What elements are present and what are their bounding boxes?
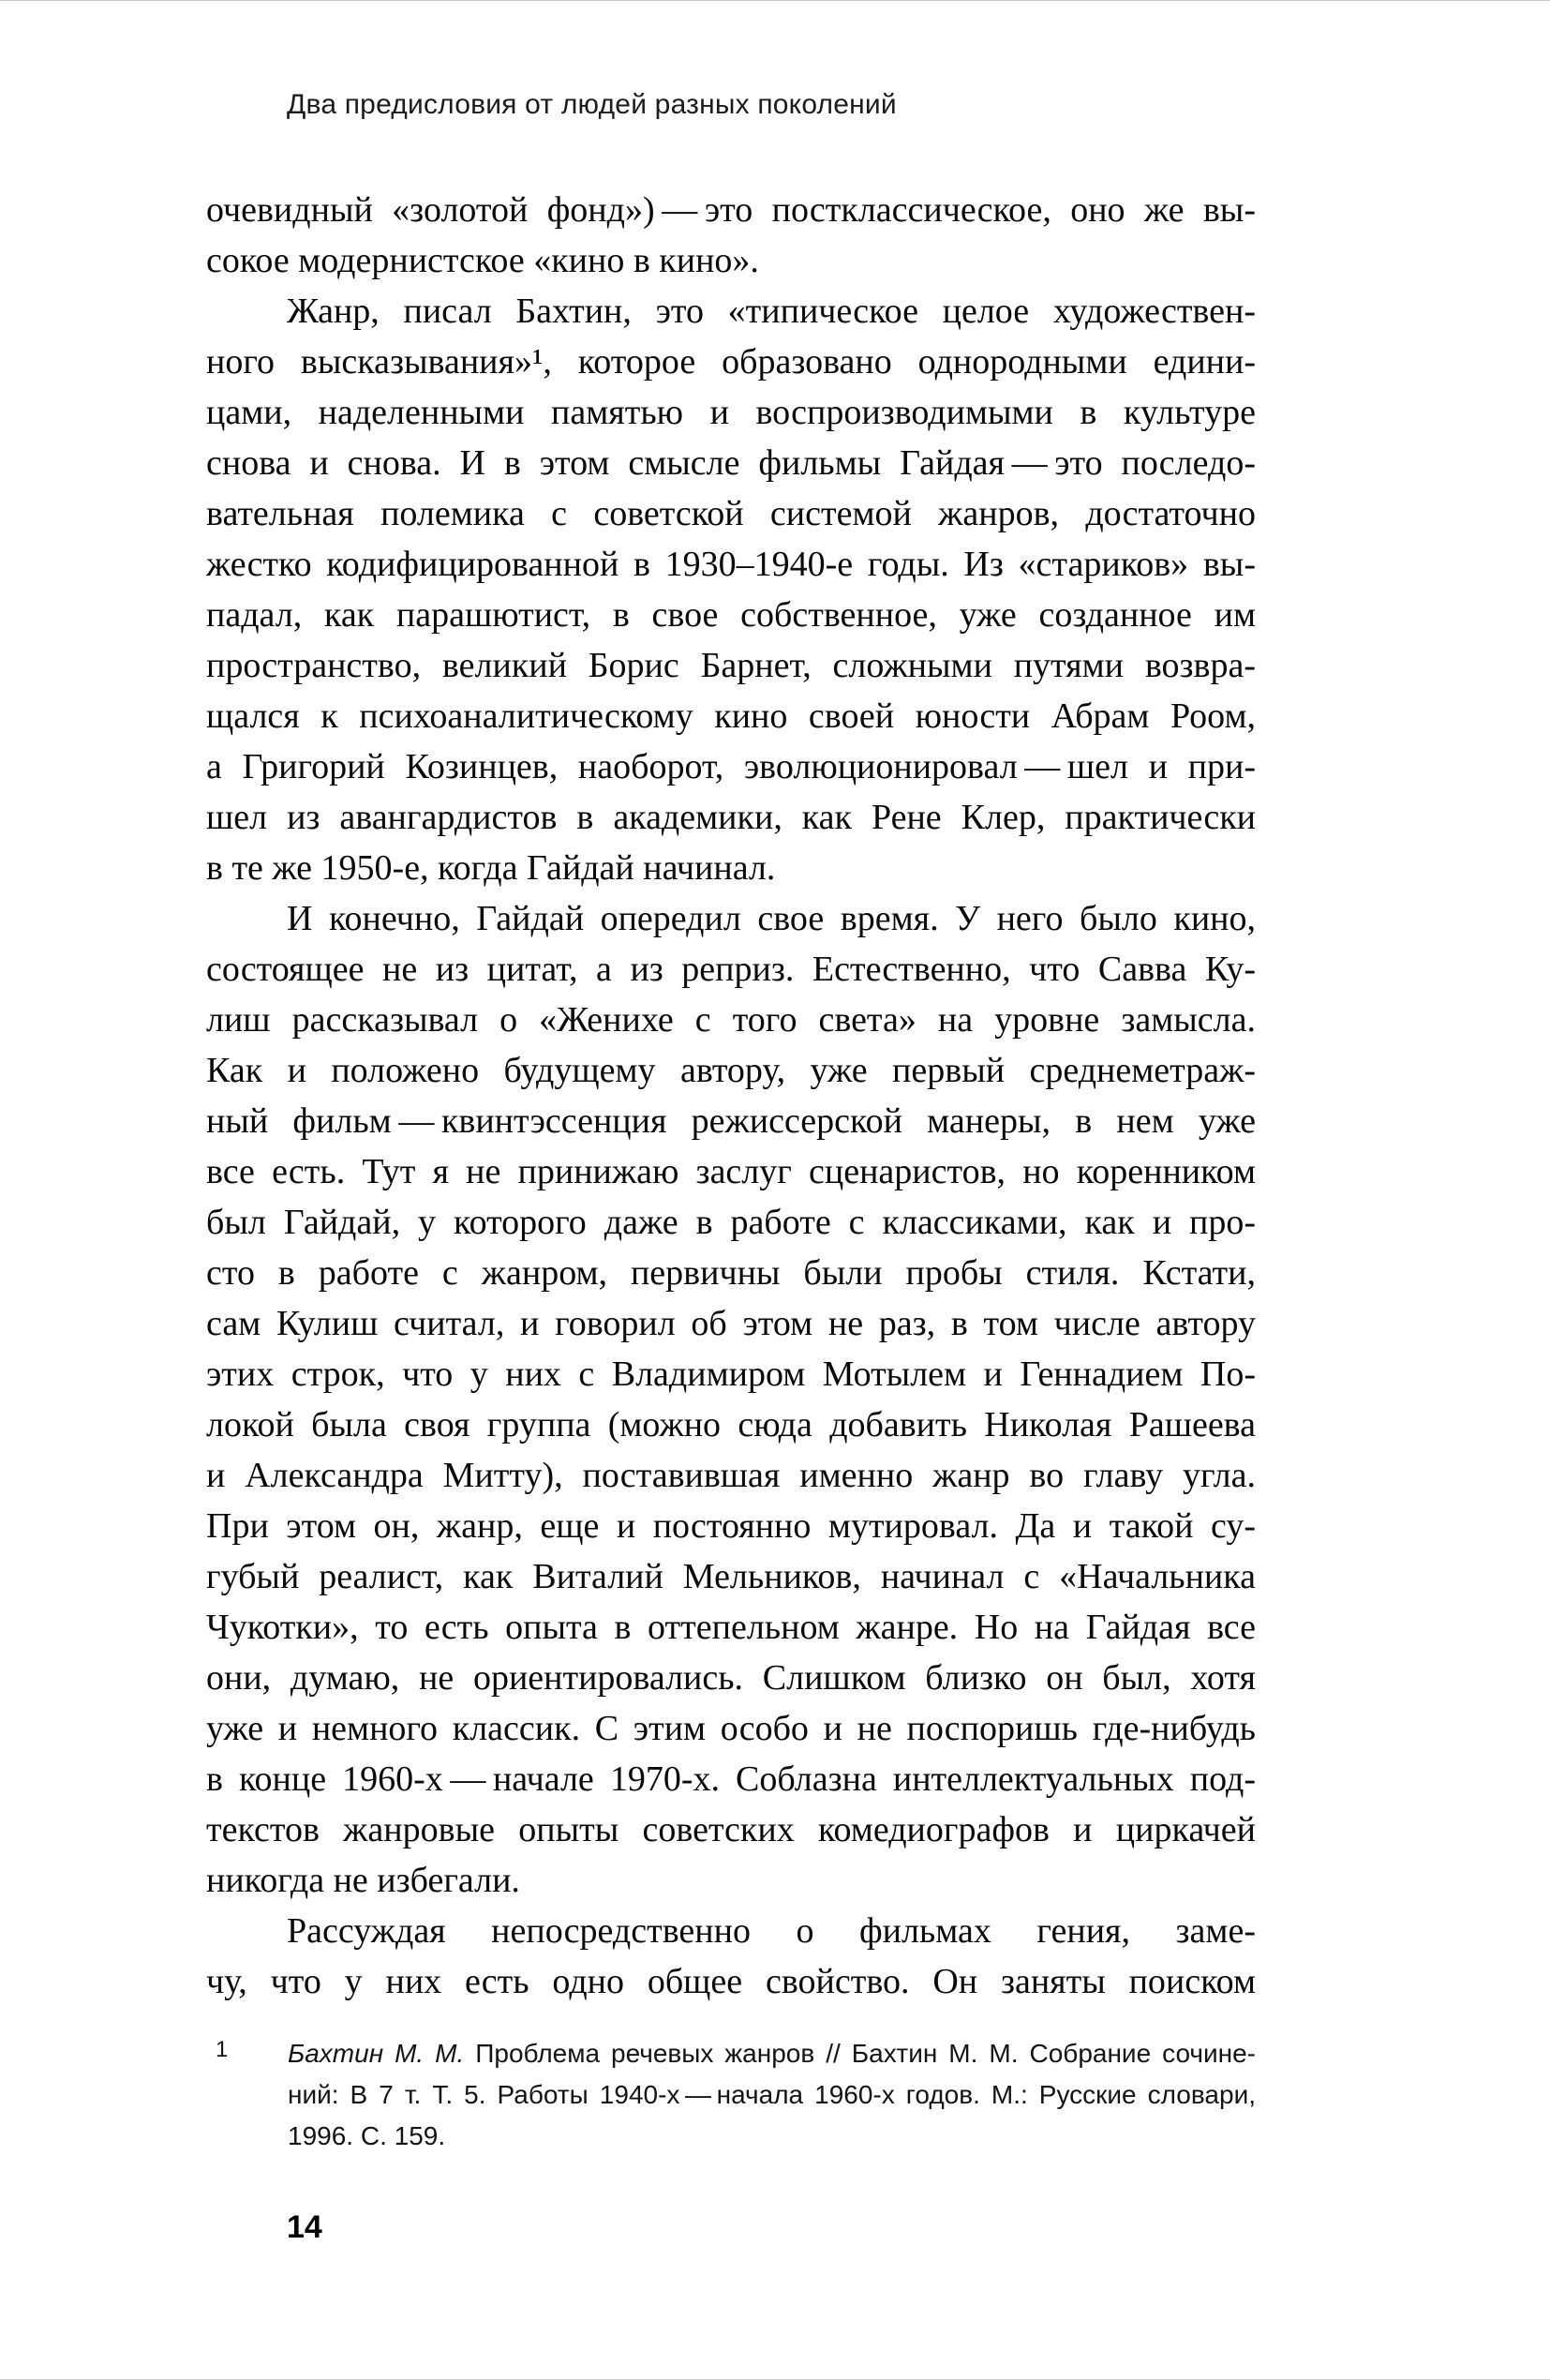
- body-line: И конечно, Гайдай опередил свое время. У него было кино,: [287, 899, 1256, 938]
- body-line: ный фильм — квинтэссенция режиссерской манеры, в нем уже: [206, 1101, 1256, 1141]
- body-line: все есть. Тут я не принижаю заслуг сценаристов, но коренником: [206, 1152, 1256, 1191]
- running-head: Два предисловия от людей разных поколений: [287, 89, 897, 120]
- body-line: вательная полемика с советской системой жанров, достаточно: [206, 494, 1256, 533]
- body-line: очевидный «золотой фонд») — это постклассическое, оно же вы-: [206, 190, 1256, 230]
- body-line: лиш рассказывал о «Женихе с того света» на уровне замысла.: [206, 1000, 1256, 1040]
- body-line: сокое модернистское «кино в кино».: [206, 241, 759, 280]
- body-line: сто в работе с жанром, первичны были пробы стиля. Кстати,: [206, 1253, 1256, 1293]
- body-text: [206, 185, 1256, 2007]
- body-line: в те же 1950-е, когда Гайдай начинал.: [206, 848, 776, 888]
- body-line: ного высказывания»¹, которое образовано однородными едини-: [206, 342, 1256, 382]
- body-line: а Григорий Козинцев, наоборот, эволюционировал — шел и при-: [206, 747, 1256, 786]
- body-line: Рассуждая непосредственно о фильмах гения, заме-: [287, 1911, 1256, 1951]
- page-number: 14: [287, 2209, 322, 2245]
- body-line: снова и снова. И в этом смысле фильмы Гайдая — это последо-: [206, 443, 1256, 483]
- body-line: был Гайдай, у которого даже в работе с классиками, как и про-: [206, 1203, 1256, 1242]
- footnote-marker: 1: [216, 2037, 229, 2062]
- footnote: [206, 2033, 1256, 2157]
- body-line: губый реалист, как Виталий Мельников, начинал с «Начальника: [206, 1557, 1256, 1596]
- body-line: Жанр, писал Бахтин, это «типическое целое художествен-: [287, 292, 1256, 331]
- body-line: пространство, великий Борис Барнет, сложными путями возвра-: [206, 646, 1256, 685]
- body-line: локой была своя группа (можно сюда добавить Николая Рашеева: [206, 1405, 1256, 1444]
- body-line: шел из авангардистов в академики, как Рене Клер, практически: [206, 798, 1256, 837]
- footnote-author-name: Бахтин М. М.: [288, 2039, 465, 2068]
- footnote-line: 1996. С. 159.: [288, 2121, 446, 2150]
- body-line: в конце 1960-х — начале 1970-х. Соблазна интеллектуальных под-: [206, 1759, 1256, 1799]
- body-line: При этом он, жанр, еще и постоянно мутировал. Да и такой су-: [206, 1506, 1256, 1546]
- body-line: уже и немного классик. С этим особо и не поспоришь где-нибудь: [206, 1709, 1256, 1748]
- footnote-line: ний: В 7 т. Т. 5. Работы 1940-х — начала 1960-х годов. М.: Русские словари,: [288, 2080, 1256, 2109]
- body-line: состоящее не из цитат, а из реприз. Естественно, что Савва Ку-: [206, 950, 1256, 989]
- body-line: никогда не избегали.: [206, 1861, 520, 1900]
- body-line: Как и положено будущему автору, уже первый среднеметраж-: [206, 1051, 1256, 1090]
- body-line: жестко кодифицированной в 1930–1940-е годы. Из «стариков» вы-: [206, 545, 1256, 584]
- body-line: Чукотки», то есть опыта в оттепельном жанре. Но на Гайдая все: [206, 1608, 1256, 1647]
- body-line: падал, как парашютист, в свое собственное, уже созданное им: [206, 595, 1256, 635]
- body-line: чу, что у них есть одно общее свойство. Он заняты поиском: [206, 1962, 1256, 2001]
- body-line: сам Кулиш считал, и говорил об этом не раз, в том числе автору: [206, 1304, 1256, 1343]
- body-line: они, думаю, не ориентировались. Слишком близко он был, хотя: [206, 1658, 1256, 1698]
- footnote-text: [206, 2033, 1256, 2157]
- body-line: цами, наделенными памятью и воспроизводимыми в культуре: [206, 393, 1256, 432]
- body-line: и Александра Митту), поставившая именно жанр во главу угла.: [206, 1456, 1256, 1495]
- body-line: щался к психоаналитическому кино своей юности Абрам Роом,: [206, 696, 1256, 736]
- body-line: текстов жанровые опыты советских комедиографов и циркачей: [206, 1810, 1256, 1849]
- footnote-line: Бахтин М. М. Проблема речевых жанров // Бахтин М. М. Собрание сочине-: [288, 2039, 1256, 2068]
- body-line: этих строк, что у них с Владимиром Мотылем и Геннадием По-: [206, 1355, 1256, 1394]
